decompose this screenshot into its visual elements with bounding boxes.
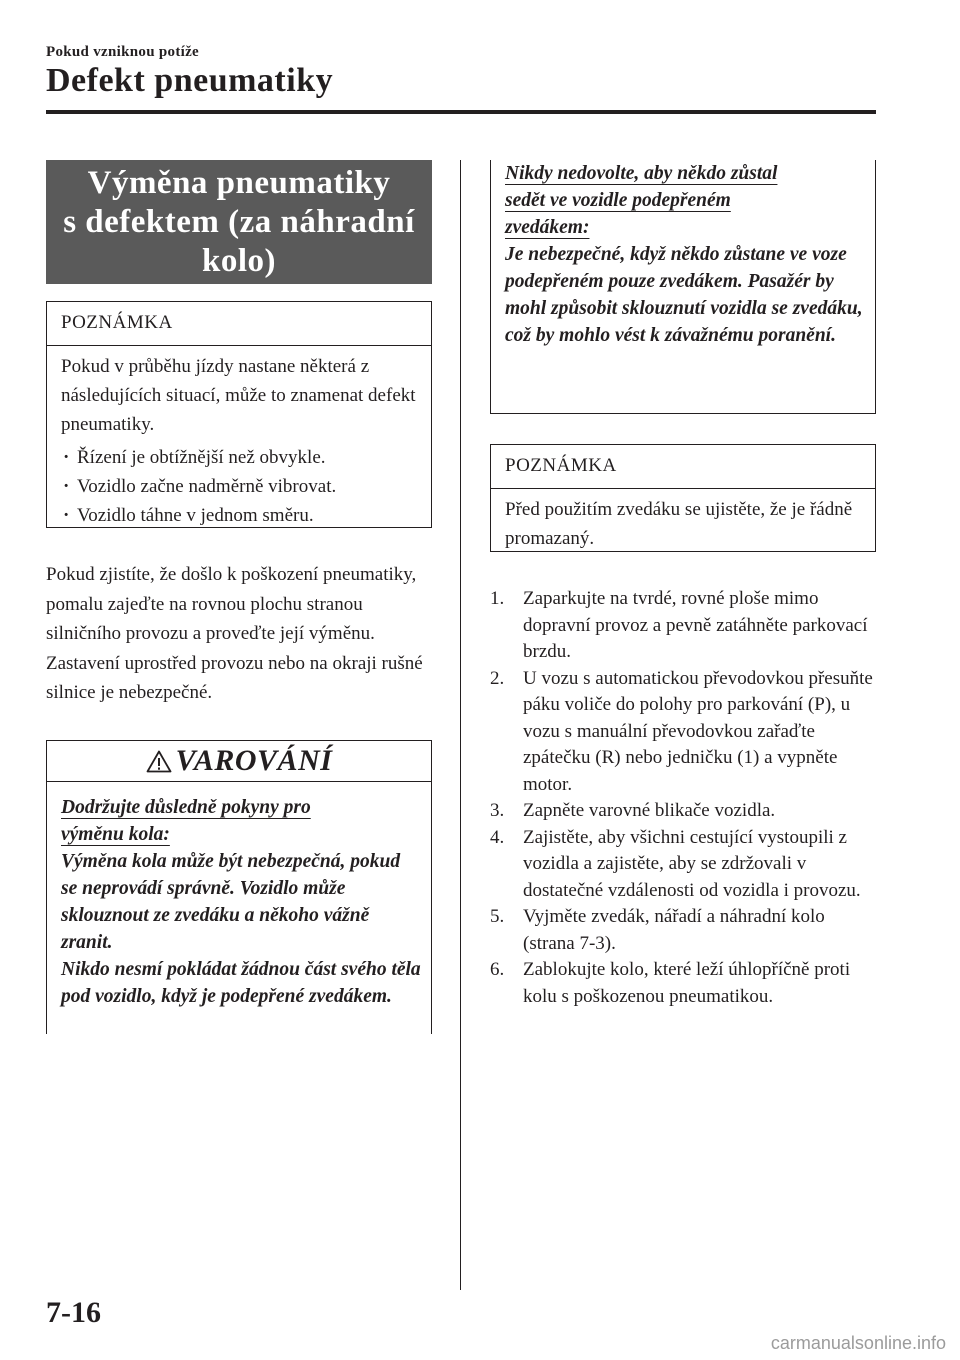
page-title: Defekt pneumatiky (46, 62, 334, 99)
warning-title: VAROVÁNÍ (175, 744, 333, 777)
step-number: 3. (490, 800, 505, 821)
step-text: Vyjměte zvedák, nářadí a náhradní kolo (strana 7-3). (523, 906, 825, 954)
warning-header (47, 740, 431, 782)
note-bullet: · Vozidlo táhne v jednom směru. (61, 501, 417, 530)
column-divider (460, 160, 461, 1290)
note-heading: POZNÁMKA (491, 445, 875, 489)
warning-body-2: Nikdo nesmí pokládat žádnou část svého těla pod vozidlo, když je podepřené zvedákem. (61, 959, 421, 1007)
watermark: carmanualsonline.info (770, 1333, 946, 1353)
step-item (490, 957, 875, 1010)
section-label: Pokud vzniknou potíže (46, 44, 200, 60)
step-number: 1. (490, 588, 505, 609)
page-number: 7-16 (46, 1296, 101, 1329)
warning-heading-2a: Nikdy nedovolte, aby někdo zůstal (505, 163, 778, 184)
warning-text (61, 794, 421, 1010)
steps-list (490, 586, 875, 1010)
section-banner (46, 160, 432, 284)
warning-heading-1b: výměnu kola: (61, 824, 170, 845)
note-box-1 (46, 301, 432, 528)
note-bullet: · Řízení je obtížnější než obvykle. (61, 443, 417, 472)
note-box-2 (490, 444, 876, 552)
banner-line-3: kolo) (201, 243, 276, 279)
step-text: Zapněte varovné blikače vozidla. (523, 800, 776, 821)
warning-heading-2b: sedět ve vozidle podepřeném (505, 190, 731, 211)
intro-text-1: Pokud zjistíte, že došlo k poškození pneumatiky, pomalu zajeďte na rovnou plochu stranou silničního provozu a proveďte její výměnu. (46, 564, 417, 644)
warning-body-1: Výměna kola může být nebezpečná, pokud se neprovádí správně. Vozidlo může sklouznout ze zvedáku a někoho vážně zranit. (61, 851, 401, 953)
step-number: 2. (490, 667, 505, 689)
warning-body-3: Je nebezpečné, když někdo zůstane ve voze podepřeném pouze zvedákem. Pasažér by mohl způsobit sklouznutí vozidla se zvedáku, což by mohlo vést k závažnému poranění. (505, 244, 863, 346)
warning-heading-1a: Dodržujte důsledně pokyny pro (61, 797, 311, 818)
step-item (490, 586, 875, 666)
note-heading: POZNÁMKA (47, 302, 431, 346)
note-bullet-list (61, 443, 417, 530)
header-rule (46, 110, 876, 114)
warning-box-right (490, 160, 876, 414)
step-text: Zajistěte, aby všichni cestující vystoupili z vozidla a zajistěte, aby se zdržovali v dostatečné vzdálenosti od vozidla i provozu. (523, 826, 861, 901)
step-item (490, 904, 875, 957)
intro-text-2: Zastavení uprostřed provozu nebo na okraji rušné silnice je nebezpečné. (46, 652, 423, 703)
step-item (490, 666, 875, 799)
note-bullet: · Vozidlo začne nadměrně vibrovat. (61, 472, 417, 501)
step-number: 5. (490, 906, 505, 927)
banner-line-1: Výměna pneumatiky (87, 165, 391, 201)
warning-text-continued (505, 160, 865, 349)
banner-line-2: s defektem (za náhradní (63, 204, 415, 240)
step-item (490, 798, 875, 825)
step-text: U vozu s automatickou převodovkou přesuňte páku voliče do polohy pro parkování (P), u vozu s manuální převodovkou zařaďte zpátečku (R) nebo jedničku (1) a vypněte motor. (523, 667, 873, 795)
step-text: Zaparkujte na tvrdé, rovné ploše mimo dopravní provoz a pevně zatáhněte parkovací brzdu. (523, 588, 868, 662)
step-number: 4. (490, 826, 505, 848)
warning-triangle-icon (146, 750, 172, 773)
step-number: 6. (490, 959, 505, 980)
warning-box-left (46, 740, 432, 1034)
warning-heading-2c: zvedákem: (505, 217, 590, 238)
note-intro: Pokud v průběhu jízdy nastane některá z následujících situací, může to znamenat defekt pneumatiky. (61, 356, 416, 435)
intro-paragraph (46, 560, 438, 708)
note-body: Před použitím zvedáku se ujistěte, že je řádně promazaný. (505, 499, 853, 549)
step-item (490, 825, 875, 905)
step-text: Zablokujte kolo, které leží úhlopříčně proti kolu s poškozenou pneumatikou. (523, 959, 851, 1007)
note-body (47, 346, 431, 538)
